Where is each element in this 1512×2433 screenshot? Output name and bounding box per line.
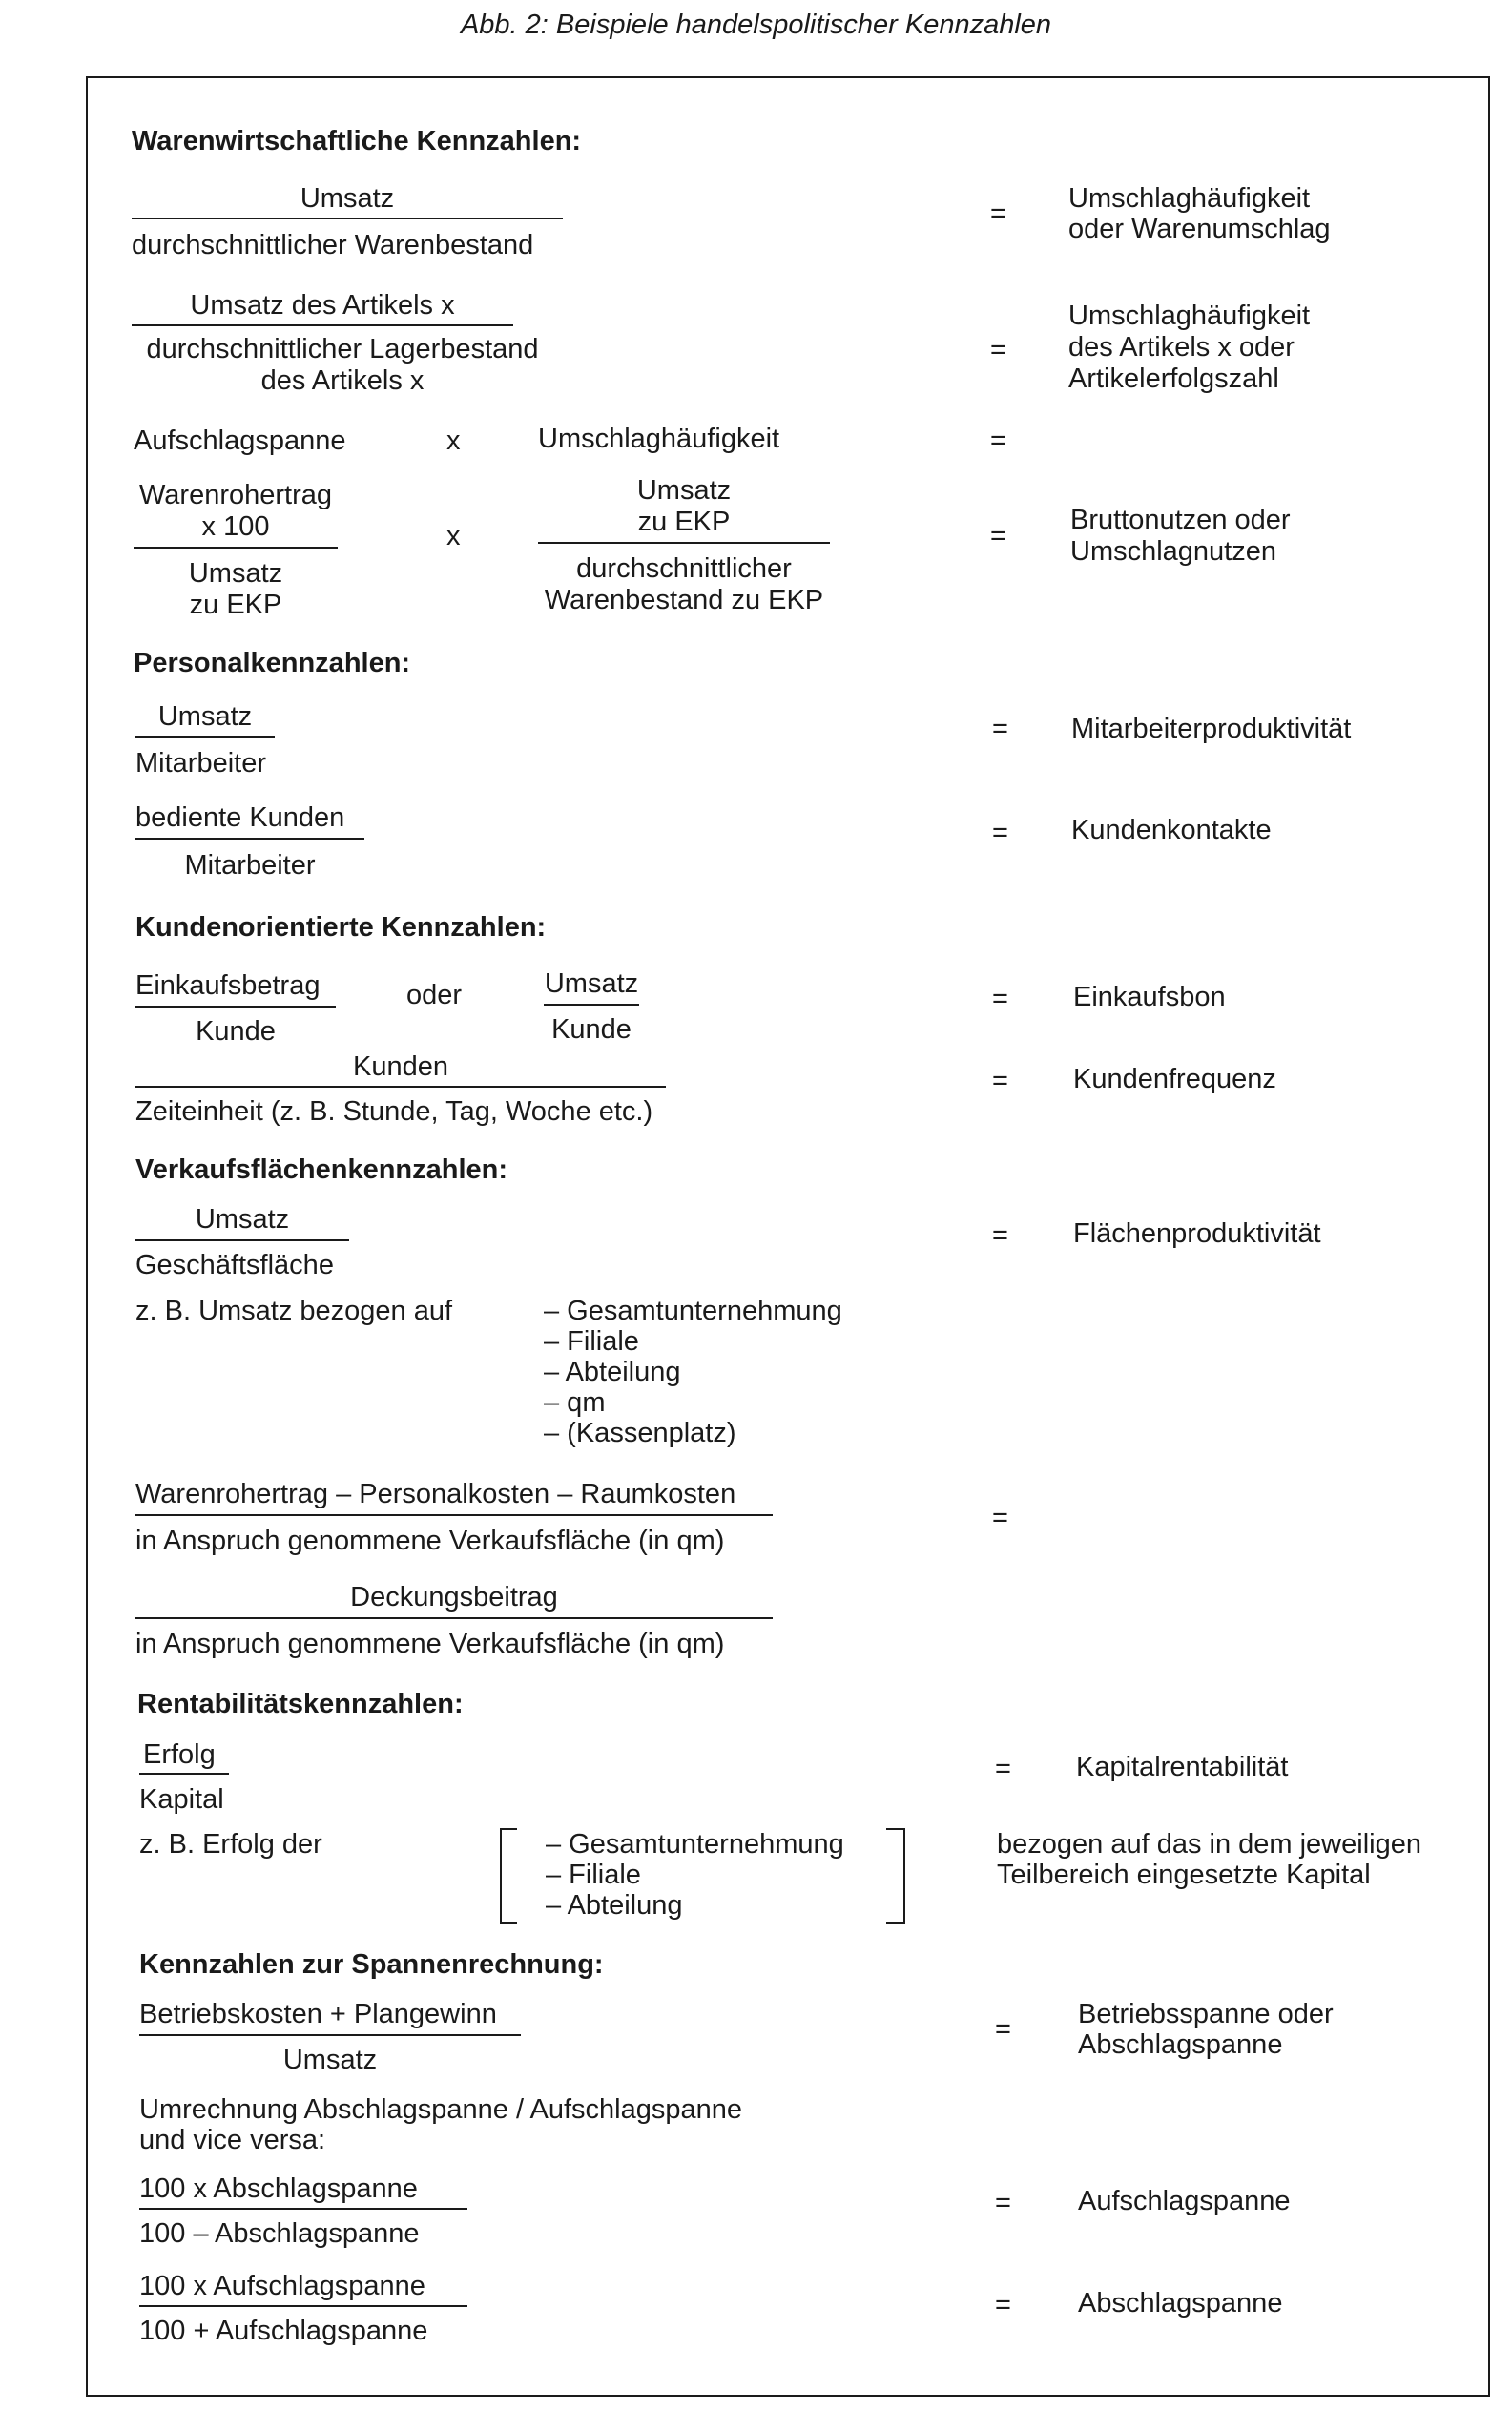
formula-denominator: Kunde (551, 1014, 632, 1045)
result-label: Betriebsspanne oder (1078, 1999, 1334, 2029)
equals-sign: = (992, 818, 1008, 848)
right-bracket (886, 1922, 903, 1924)
figure-caption: Abb. 2: Beispiele handelspolitischer Kennzahlen (460, 10, 1052, 40)
formula-numerator: Warenrohertrag – Personalkosten – Raumkosten (135, 1479, 736, 1509)
list-item: – qm (544, 1387, 606, 1418)
formula-numerator: 100 x Abschlagspanne (139, 2173, 418, 2204)
formula-connector: oder (406, 980, 463, 1010)
equals-sign: = (992, 1066, 1008, 1096)
result-label: Kapitalrentabilität (1076, 1752, 1289, 1782)
equals-sign: = (995, 2290, 1011, 2320)
formula-term: Umschlaghäufigkeit (538, 424, 780, 454)
note-text: z. B. Erfolg der (139, 1829, 322, 1860)
formula-denominator: durchschnittlicher (576, 553, 792, 584)
formula-denominator: Warenbestand zu EKP (544, 585, 824, 615)
result-label: Teilbereich eingesetzte Kapital (997, 1860, 1371, 1890)
formula-numerator: zu EKP (637, 507, 731, 537)
result-label: Flächenproduktivität (1073, 1218, 1321, 1249)
formula-numerator: Deckungsbeitrag (350, 1582, 558, 1612)
formula-numerator: Umsatz (300, 183, 395, 214)
formula-numerator: 100 x Aufschlagspanne (139, 2271, 425, 2301)
result-label: Abschlagspanne (1078, 2288, 1283, 2319)
formula-denominator: Umsatz (282, 2045, 378, 2075)
formula-denominator: 100 – Abschlagspanne (139, 2218, 420, 2249)
formula-numerator: Kunden (353, 1051, 448, 1082)
fraction-bar (132, 218, 563, 219)
formula-denominator: zu EKP (189, 590, 282, 620)
formula-term: Aufschlagspanne (134, 426, 346, 456)
fraction-bar (135, 1239, 349, 1241)
formula-denominator: 100 + Aufschlagspanne (139, 2316, 428, 2346)
list-item: – Abteilung (544, 1357, 681, 1387)
fraction-bar (139, 2305, 467, 2307)
formula-numerator: Warenrohertrag (138, 480, 332, 510)
left-bracket (500, 1922, 517, 1924)
formula-numerator: Umsatz (195, 1204, 290, 1235)
result-label: Einkaufsbon (1073, 982, 1226, 1012)
multiply-sign: x (446, 521, 461, 551)
right-bracket (886, 1828, 903, 1830)
formula-denominator: Mitarbeiter (135, 748, 266, 779)
section-heading-spanne: Kennzahlen zur Spannenrechnung: (139, 1949, 604, 1980)
fraction-bar (135, 838, 364, 840)
formula-denominator: Zeiteinheit (z. B. Stunde, Tag, Woche etc.) (135, 1096, 653, 1127)
section-heading-flaeche: Verkaufsflächenkennzahlen: (135, 1154, 508, 1185)
result-label: Aufschlagspanne (1078, 2186, 1291, 2216)
fraction-bar (538, 542, 830, 544)
equals-sign: = (995, 2014, 1011, 2045)
formula-denominator: in Anspruch genommene Verkaufsfläche (in qm) (135, 1526, 725, 1556)
equals-sign: = (990, 426, 1006, 456)
formula-numerator: Erfolg (143, 1739, 216, 1770)
right-bracket (903, 1828, 905, 1924)
list-item: – Gesamtunternehmung (546, 1829, 844, 1860)
fraction-bar (139, 2208, 467, 2210)
result-label: Bruttonutzen oder (1070, 505, 1291, 535)
section-heading-kunden: Kundenorientierte Kennzahlen: (135, 912, 547, 943)
result-label: Mitarbeiterproduktivität (1071, 714, 1352, 744)
list-item: – Abteilung (546, 1890, 683, 1921)
formula-denominator: Mitarbeiter (184, 850, 316, 881)
result-label: bezogen auf das in dem jeweiligen (997, 1829, 1421, 1860)
equals-sign: = (990, 521, 1006, 551)
list-item: – Filiale (544, 1326, 639, 1357)
formula-denominator: durchschnittlicher Lagerbestand (146, 334, 539, 364)
equals-sign: = (992, 1220, 1008, 1251)
list-item: – Gesamtunternehmung (544, 1296, 842, 1326)
result-label: oder Warenumschlag (1068, 214, 1331, 244)
fraction-bar (135, 736, 275, 738)
fraction-bar (134, 547, 338, 549)
result-label: Kundenkontakte (1071, 815, 1272, 845)
formula-numerator: bediente Kunden (135, 802, 345, 833)
fraction-bar (135, 1514, 773, 1516)
formula-numerator: Einkaufsbetrag (135, 970, 321, 1001)
formula-numerator: Umsatz (157, 701, 253, 732)
equals-sign: = (995, 1754, 1011, 1784)
formula-numerator: Umsatz (636, 475, 732, 506)
left-bracket (500, 1828, 517, 1830)
note-text: Umrechnung Abschlagspanne / Aufschlagspanne (139, 2094, 742, 2125)
formula-denominator: Kapital (139, 1784, 224, 1815)
formula-denominator: in Anspruch genommene Verkaufsfläche (in qm) (135, 1629, 725, 1659)
result-label: Abschlagspanne (1078, 2029, 1283, 2060)
result-label: Kundenfrequenz (1073, 1064, 1276, 1094)
section-heading-personal: Personalkennzahlen: (134, 648, 411, 678)
section-heading-rentabilitaet: Rentabilitätskennzahlen: (137, 1689, 464, 1719)
formula-denominator: Kunde (196, 1016, 276, 1047)
result-label: des Artikels x oder (1068, 332, 1295, 363)
formula-denominator: durchschnittlicher Warenbestand (132, 230, 534, 260)
formula-numerator: Betriebskosten + Plangewinn (139, 1999, 497, 2029)
fraction-bar (139, 1773, 229, 1775)
multiply-sign: x (446, 426, 461, 456)
fraction-bar (139, 2034, 521, 2036)
formula-numerator: Umsatz des Artikels x (190, 290, 455, 321)
fraction-bar (135, 1086, 666, 1088)
equals-sign: = (992, 714, 1008, 744)
list-item: – Filiale (546, 1860, 641, 1890)
formula-numerator: x 100 (201, 511, 270, 542)
equals-sign: = (990, 198, 1006, 229)
equals-sign: = (995, 2188, 1011, 2218)
note-text: und vice versa: (139, 2125, 326, 2155)
formula-numerator: Umsatz (544, 968, 639, 999)
result-label: Umschlaghäufigkeit (1068, 301, 1311, 331)
equals-sign: = (992, 1503, 1008, 1533)
formula-denominator: Geschäftsfläche (135, 1250, 334, 1280)
equals-sign: = (992, 984, 1008, 1014)
fraction-bar (132, 324, 513, 326)
fraction-bar (135, 1006, 336, 1008)
section-heading-warenwirtschaft: Warenwirtschaftliche Kennzahlen: (132, 126, 582, 156)
formula-denominator: Umsatz (188, 558, 283, 589)
fraction-bar (135, 1617, 773, 1619)
formula-denominator: des Artikels x (260, 365, 425, 396)
equals-sign: = (990, 335, 1006, 365)
left-bracket (500, 1828, 502, 1924)
result-label: Umschlaghäufigkeit (1068, 183, 1311, 214)
list-item: – (Kassenplatz) (544, 1418, 736, 1448)
result-label: Artikelerfolgszahl (1068, 364, 1279, 394)
note-text: z. B. Umsatz bezogen auf (135, 1296, 453, 1326)
result-label: Umschlagnutzen (1070, 536, 1276, 567)
fraction-bar (544, 1004, 639, 1006)
